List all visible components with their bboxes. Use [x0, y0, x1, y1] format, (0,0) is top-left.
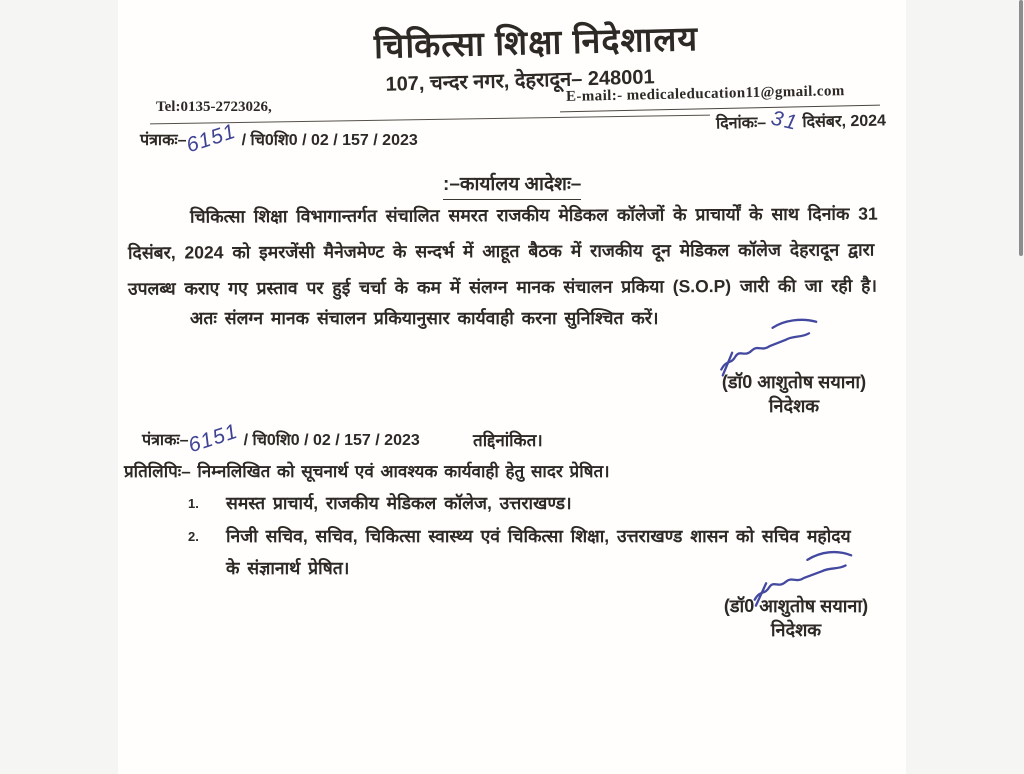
ref-rest: / चि0शि0 / 02 / 157 / 2023 — [241, 132, 418, 149]
letter-address: 107, चन्दर नगर, देहरादून– 248001 — [385, 66, 655, 96]
scrollbar-thumb[interactable] — [1019, 0, 1023, 256]
order-body-line: चिकित्सा शिक्षा विभागान्तर्गत संचालित समरत राजकीय मेडिकल कॉलेजों के प्राचार्यों के साथ दिनांक 31 — [189, 203, 878, 227]
list-item-continued: के संज्ञानार्थ प्रेषित। — [226, 558, 350, 578]
copy-distribution-line: प्रतिलिपिः– निम्नलिखित को सूचनार्थ एवं आवश्यक कार्यवाही हेतु सादर प्रेषित। — [124, 462, 610, 481]
list-item-number: 1. — [188, 496, 199, 511]
list-item-number: 2. — [188, 529, 199, 544]
letter-title: चिकित्सा शिक्षा निदेशालय — [373, 20, 699, 66]
ref-rest: / चि0शि0 / 02 / 157 / 2023 — [243, 432, 420, 449]
email-line: E-mail:- medicaleducation11@gmail.com — [565, 83, 845, 105]
ref-number-handwritten: 6151 — [184, 119, 240, 158]
letter-page — [118, 0, 906, 774]
order-body-line: उपलब्ध कराए गए प्रस्ताव पर हुई चर्चा के कम में संलग्न मानक संचालन प्रकिया (S.O.P) जारी की जा रही है। — [127, 275, 878, 299]
same-date-note: तद्दिनांकित। — [473, 431, 543, 450]
date-rest: दिसंबर, 2024 — [802, 112, 887, 131]
signatory-designation: निदेशक — [770, 620, 822, 640]
date-line — [715, 106, 887, 136]
ref-line — [140, 119, 418, 158]
order-action-line: अतः संलग्न मानक संचालन प्रकियानुसार कार्यवाही करना सुनिश्चित करें। — [190, 308, 659, 328]
order-heading: :–कार्यालय आदेशः– — [443, 170, 581, 200]
date-label: दिनांकः– — [715, 114, 767, 133]
header-rule — [150, 115, 710, 125]
signatory-name: (डॉ0 आशुतोष सयाना) — [721, 372, 867, 392]
ref-label: पंत्राकः– — [142, 432, 189, 449]
list-item: निजी सचिव, सचिव, चिकित्सा स्वास्थ्य एवं चिकित्सा शिक्षा, उत्तराखण्ड शासन को सचिव महोदय — [226, 526, 851, 546]
signatory-name: (डॉ0 आशुतोष सयाना) — [723, 596, 869, 616]
endorsement-ref-line — [142, 419, 420, 458]
list-item: समस्त प्राचार्य, राजकीय मेडिकल कॉलेज, उत्तराखण्ड। — [226, 493, 572, 513]
order-body-line: दिसंबर, 2024 को इमरजेंसी मैनेजमेण्ट के सन्दर्भ में आहूत बैठक में राजकीय दून मेडिकल कॉलेज देहरादून द्वारा — [127, 239, 875, 263]
date-day-handwritten: 31 — [768, 106, 801, 136]
ref-number-handwritten: 6151 — [186, 419, 242, 458]
phone-line: Tel:0135-2723026, — [156, 99, 272, 115]
ref-label: पंत्राकः– — [140, 132, 187, 149]
signatory-designation: निदेशक — [768, 396, 820, 416]
